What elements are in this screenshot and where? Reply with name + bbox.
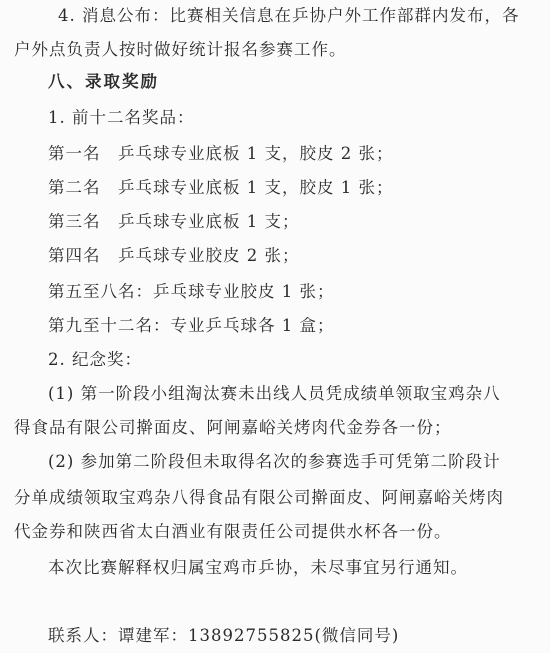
contact-line: 联系人：谭建军：13892755825(微信同号) — [48, 626, 400, 645]
section-heading: 八、录取奖励 — [48, 72, 159, 91]
prize-line: 第三名 乒乓球专业底板 1 支； — [48, 212, 300, 231]
text-line: 户外点负责人按时做好统计报名参赛工作。 — [14, 40, 347, 59]
text-line: (2) 参加第二阶段但未取得名次的参赛选手可凭第二阶段计 — [48, 452, 501, 471]
text-line: 2. 纪念奖： — [48, 350, 142, 369]
text-line: 代金券和陕西省太白酒业有限责任公司提供水杯各一份。 — [14, 522, 452, 541]
text-line: 本次比赛解释权归属宝鸡市乒协，未尽事宜另行通知。 — [48, 558, 468, 577]
prize-line: 第二名 乒乓球专业底板 1 支，胶皮 1 张； — [48, 178, 394, 197]
prize-line: 第四名 乒乓球专业胶皮 2 张； — [48, 246, 300, 265]
text-line: 分单成绩领取宝鸡杂八得食品有限公司擀面皮、阿闸嘉峪关烤肉 — [14, 488, 504, 507]
text-line: 得食品有限公司擀面皮、阿闸嘉峪关烤肉代金券各一份； — [14, 418, 452, 437]
prize-line: 第一名 乒乓球专业底板 1 支，胶皮 2 张； — [48, 144, 394, 163]
text-line: 1. 前十二名奖品： — [48, 108, 195, 127]
text-line: (1) 第一阶段小组淘汰赛未出线人员凭成绩单领取宝鸡杂八 — [48, 384, 501, 403]
prize-line: 第五至八名：乒乓球专业胶皮 1 张； — [48, 282, 335, 301]
text-line: 4. 消息公布：比赛相关信息在乒协户外工作部群内发布，各 — [58, 6, 520, 25]
prize-line: 第九至十二名：专业乒乓球各 1 盒； — [48, 316, 335, 335]
